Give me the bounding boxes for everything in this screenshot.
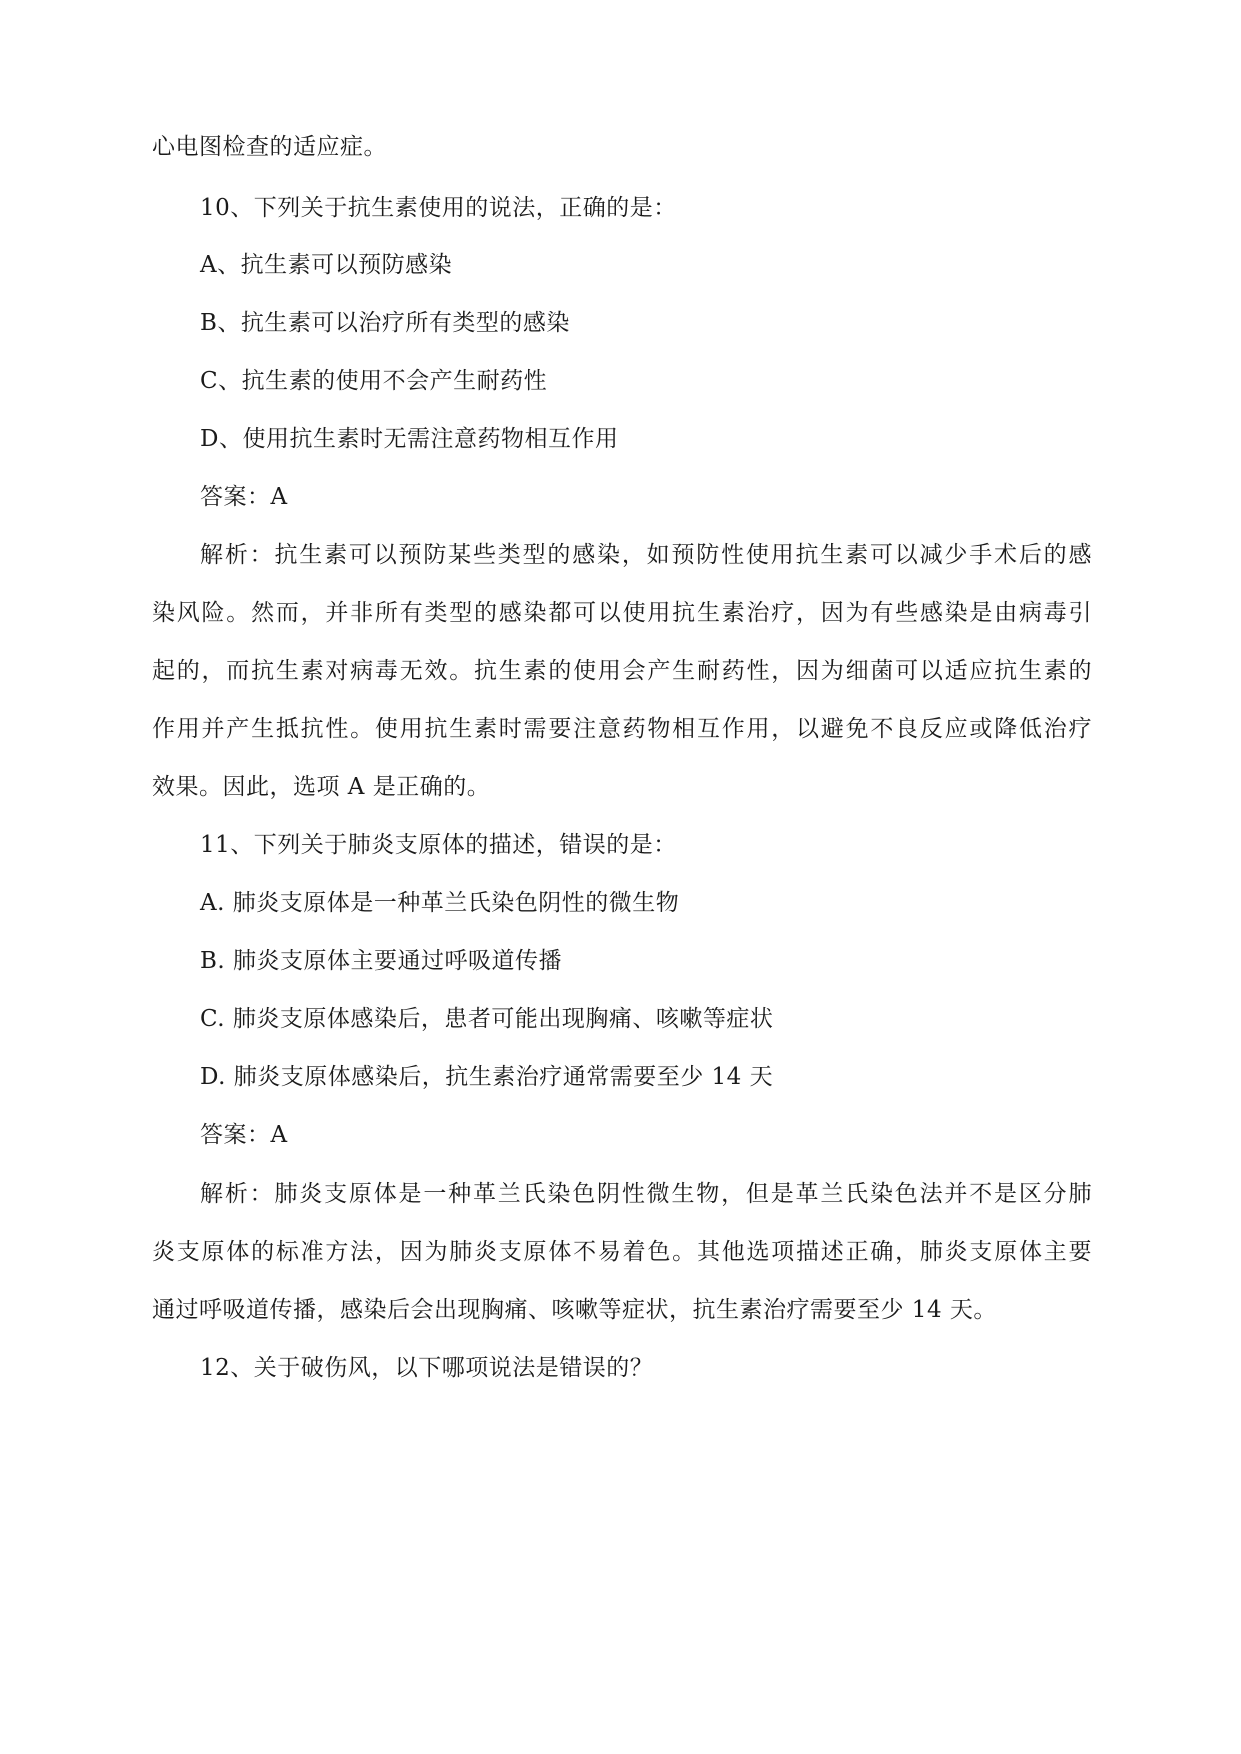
question-11-analysis-line: 通过呼吸道传播，感染后会出现胸痛、咳嗽等症状，抗生素治疗需要至少 14 天。	[152, 1297, 997, 1323]
question-11-analysis-line: 炎支原体的标准方法，因为肺炎支原体不易着色。其他选项描述正确，肺炎支原体主要	[152, 1239, 1092, 1265]
question-11-option-d: D. 肺炎支原体感染后，抗生素治疗通常需要至少 14 天	[200, 1064, 774, 1090]
question-12-stem: 12、关于破伤风，以下哪项说法是错误的？	[200, 1355, 654, 1381]
question-10-option-c: C、抗生素的使用不会产生耐药性	[200, 368, 548, 394]
question-10-analysis-line: 效果。因此，选项 A 是正确的。	[152, 774, 491, 800]
question-10-answer: 答案：A	[200, 484, 288, 510]
question-11-option-b: B. 肺炎支原体主要通过呼吸道传播	[200, 948, 563, 974]
question-10-analysis-line: 起的，而抗生素对病毒无效。抗生素的使用会产生耐药性，因为细菌可以适应抗生素的	[152, 658, 1092, 684]
question-10-option-a: A、抗生素可以预防感染	[200, 252, 453, 278]
question-11-analysis-line: 解析：肺炎支原体是一种革兰氏染色阴性微生物，但是革兰氏染色法并不是区分肺	[200, 1181, 1092, 1207]
question-11-option-c: C. 肺炎支原体感染后，患者可能出现胸痛、咳嗽等症状	[200, 1006, 774, 1032]
question-10-option-d: D、使用抗生素时无需注意药物相互作用	[200, 426, 619, 452]
paragraph-continuation: 心电图检查的适应症。	[152, 134, 387, 160]
question-10-analysis-line: 作用并产生抵抗性。使用抗生素时需要注意药物相互作用，以避免不良反应或降低治疗	[152, 716, 1092, 742]
question-11-option-a: A. 肺炎支原体是一种革兰氏染色阴性的微生物	[200, 890, 680, 916]
question-10-analysis-line: 染风险。然而，并非所有类型的感染都可以使用抗生素治疗，因为有些感染是由病毒引	[152, 600, 1092, 626]
question-10-option-b: B、抗生素可以治疗所有类型的感染	[200, 310, 570, 336]
question-10-stem: 10、下列关于抗生素使用的说法，正确的是：	[200, 195, 677, 221]
question-11-answer: 答案：A	[200, 1122, 288, 1148]
question-11-stem: 11、下列关于肺炎支原体的描述，错误的是：	[200, 832, 677, 858]
question-10-analysis-line: 解析：抗生素可以预防某些类型的感染，如预防性使用抗生素可以减少手术后的感	[200, 542, 1092, 568]
